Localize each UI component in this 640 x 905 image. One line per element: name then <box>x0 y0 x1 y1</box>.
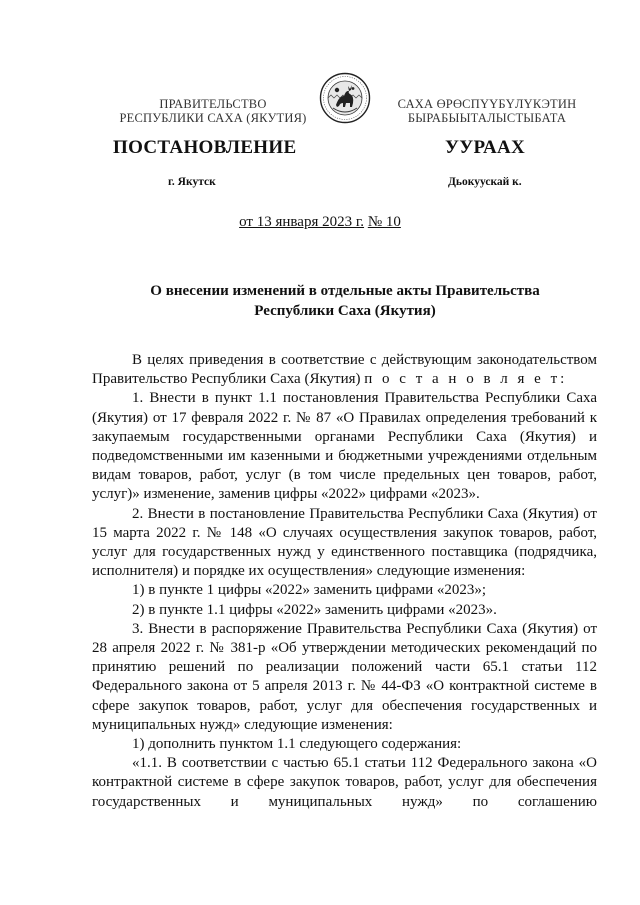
document-number: № 10 <box>367 214 401 230</box>
document-body <box>92 351 597 812</box>
preamble-text: В целях приведения в соответствие с действующим законодательством Правительство Республики Саха (Якутия) <box>92 352 597 388</box>
title-line-2: Республики Саха (Якутия) <box>254 303 436 319</box>
coat-of-arms-icon <box>319 72 371 124</box>
document-date: от 13 января 2023 г. <box>239 214 365 230</box>
paragraph-item-2: 2. Внести в постановление Правительства Республики Саха (Якутия) от 15 марта 2022 г. № 148 «О случаях осуществления закупок товаров, работ, услуг для государственных нужд у единственного поставщика (подрядчика, исполнителя) и порядке их осуществления» следующие изменения: <box>92 505 597 580</box>
title-line-1: О внесении изменений в отдельные акты Правительства <box>150 283 540 299</box>
city-yakut: Дьокуускай к. <box>448 176 522 188</box>
government-name-line-1: ПРАВИТЕЛЬСТВО <box>159 97 267 111</box>
government-name-line-2: РЕСПУБЛИКИ САХА (ЯКУТИЯ) <box>119 111 307 125</box>
doc-type-russian: ПОСТАНОВЛЕНИЕ <box>113 137 297 158</box>
government-name-yakut <box>382 97 592 125</box>
subitem-3-1: 1) дополнить пунктом 1.1 следующего содержания: <box>132 736 462 753</box>
subitem-2-2: 2) в пункте 1.1 цифры «2022» заменить цифрами «2023». <box>132 601 497 618</box>
government-name-yakut-line-2: БЫРАБЫЫТАЛЫСТЫБАТА <box>407 111 567 125</box>
doc-type-yakut: УУРААХ <box>445 137 526 158</box>
subitem-2-1: 1) в пункте 1 цифры «2022» заменить цифрами «2023»; <box>132 582 487 599</box>
resolves-word: п о с т а н о в л я е т: <box>364 371 568 388</box>
government-name-yakut-line-1: САХА ӨРӨСПYYБYЛYКЭТИН <box>397 97 577 111</box>
city-russian: г. Якутск <box>168 176 216 188</box>
paragraph-item-1: 1. Внести в пункт 1.1 постановления Правительства Республики Саха (Якутия) от 17 февраля 2022 г. № 87 «О Правилах определения требований к закупаемым государственными органами Республики Саха (Якутия) и подведомственными им казенными и бюджетными учреждениями отдельным видам товаров, работ, услуг (в том числе предельных цен товаров, работ, услуг)» изменение, заменив цифры «2022» цифрами «2023». <box>92 390 597 503</box>
document-title <box>100 281 590 321</box>
preamble-paragraph <box>92 351 597 389</box>
quoted-point-1-1: «1.1. В соответствии с частью 65.1 статьи 112 Федерального закона «О контрактной системе в сфере закупок товаров, работ, услуг для обеспечения государственных и муниципальных нужд» по соглашению <box>92 755 597 810</box>
government-name-russian <box>108 97 318 125</box>
date-number-line <box>0 214 640 231</box>
paragraph-item-3: 3. Внести в распоряжение Правительства Республики Саха (Якутия) от 28 апреля 2022 г. № 381-р «Об утверждении методических рекомендаций по принятию решений по реализации положений части 65.1 статьи 112 Федерального закона от 5 апреля 2013 г. № 44-ФЗ «О контрактной системе в сфере закупок товаров, работ, услуг для обеспечения государственных и муниципальных нужд» следующие изменения: <box>92 620 597 733</box>
